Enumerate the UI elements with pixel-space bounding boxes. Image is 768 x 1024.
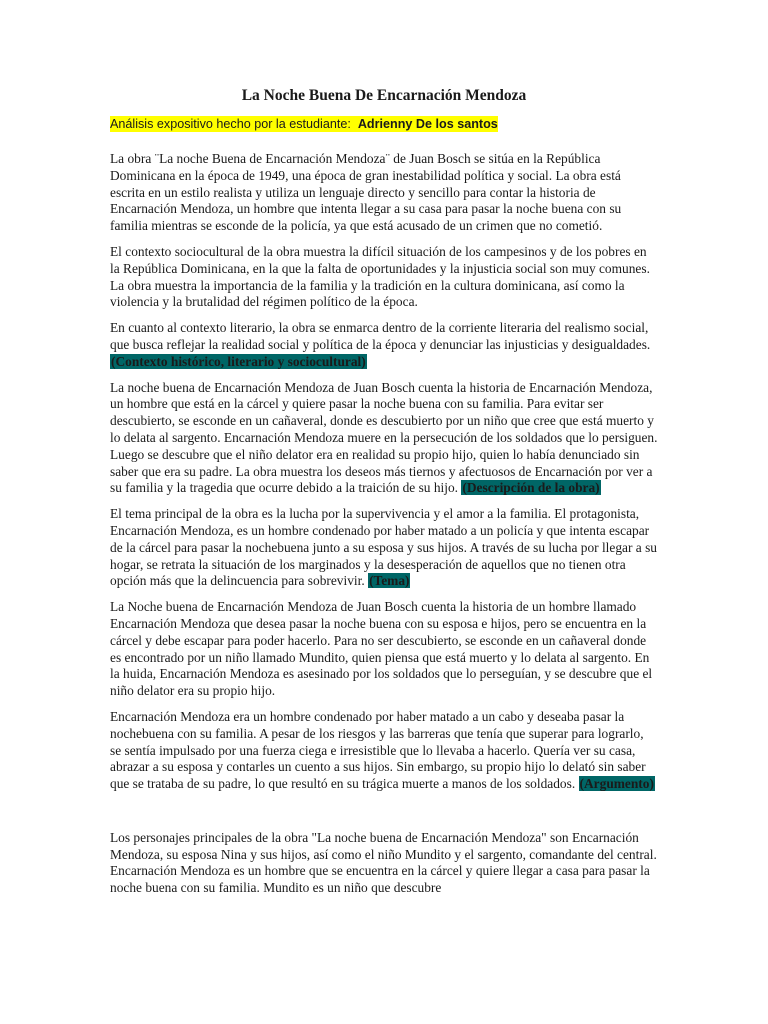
paragraph-literary-context bbox=[110, 320, 658, 370]
section-tag: (Argumento) bbox=[579, 776, 654, 792]
section-tag: (Contexto histórico, literario y sociocultural) bbox=[111, 353, 366, 369]
document-title: La Noche Buena De Encarnación Mendoza bbox=[241, 87, 527, 104]
paragraph-theme bbox=[110, 506, 658, 590]
document-body bbox=[110, 86, 658, 906]
paragraph-setting bbox=[110, 151, 658, 235]
section-tag: (Tema) bbox=[369, 573, 410, 589]
paragraph-text: La obra ¨La noche Buena de Encarnación Mendoza¨ de Juan Bosch se sitúa en la República Dominicana en la época de 1949, una época de gran inestabilidad política y social. La obra está escrita en un estilo realista y utiliza un lenguaje directo y sencillo para contar la historia de Encarnación Mendoza, un hombre que intenta llegar a su casa para pasar la noche buena con su familia mientras se esconde de la policía, ya que está acusado de un crimen que no cometió. bbox=[110, 151, 622, 234]
paragraph-characters bbox=[110, 830, 658, 897]
paragraph-argument bbox=[110, 709, 658, 793]
document-subtitle bbox=[110, 116, 658, 133]
paragraph-text: La Noche buena de Encarnación Mendoza de Juan Bosch cuenta la historia de un hombre llamado Encarnación Mendoza que desea pasar la noche buena con su esposa e hijos, pero se encuentra en la cárcel y debe escapar para poder hacerlo. Para no ser descubierto, se esconde en un cañaveral donde es encontrado por un niño llamado Mundito, quien piensa que está muerto y lo delata al sargento. En la huida, Encarnación Mendoza es asesinado por los soldados que lo perseguían, y se descubre que el niño delator era su propio hijo. bbox=[110, 599, 653, 699]
paragraph-text: Los personajes principales de la obra "La noche buena de Encarnación Mendoza" son Encarnación Mendoza, su esposa Nina y sus hijos, así como el niño Mundito y el sargento, comandante del central. Encarnación Mendoza es un hombre que se encuentra en la cárcel y quiere llegar a casa para pasar la noche buena con su familia. Mundito es un niño que descubre bbox=[110, 829, 657, 896]
paragraph-summary bbox=[110, 599, 658, 700]
subtitle-highlight bbox=[110, 116, 498, 132]
student-name: Adrienny De los santos bbox=[357, 117, 498, 131]
subtitle-prefix: Análisis expositivo hecho por la estudiante: bbox=[110, 117, 351, 131]
blank-line bbox=[110, 802, 658, 830]
paragraph-text: En cuanto al contexto literario, la obra se enmarca dentro de la corriente literaria del realismo social, que busca reflejar la realidad social y política de la época y denunciar las injusticias y desigualdades. bbox=[110, 320, 651, 352]
paragraph-text: Encarnación Mendoza era un hombre condenado por haber matado a un cabo y deseaba pasar la nochebuena con su familia. A pesar de los riesgos y las barreras que tenía que superar para lograrlo, se sentía impulsado por una fuerza ciega e irresistible que lo llevaba a hacerlo. Quería ver su casa, abrazar a su esposa y contarles un cuento a sus hijos. Sin embargo, su propio hijo lo delató sin saber que se trataba de su padre, lo que resultó en su trágica muerte a manos de los soldados. bbox=[110, 708, 646, 792]
section-tag: (Descripción de la obra) bbox=[462, 480, 600, 496]
paragraph-text: El tema principal de la obra es la lucha por la supervivencia y el amor a la familia. El protagonista, Encarnación Mendoza, es un hombre condenado por haber matado a un policía y que intenta escapar de la cárcel para pasar la nochebuena junto a su esposa y sus hijos. A través de su lucha por llegar a su hogar, se retrata la situación de los marginados y la desesperación de aquellos que no tienen otra opción más que la delincuencia para sobrevivir. bbox=[110, 506, 657, 589]
paragraph-text: La noche buena de Encarnación Mendoza de Juan Bosch cuenta la historia de Encarnación Mendoza, un hombre que está en la cárcel y quiere pasar la noche buena con su familia. Para evitar ser descubierto, se esconde en un cañaveral, donde es descubierto por un niño que cree que está muerto y lo delata al sargento. Encarnación Mendoza muere en la persecución de los soldados que lo persiguen. Luego se descubre que el niño delator era en realidad su propio hijo, quien lo había denunciado sin saber que era su padre. La obra muestra los deseos más tiernos y afectuosos de Encarnación por ver a su familia y la tragedia que ocurre debido a la traición de su hijo. bbox=[110, 379, 658, 496]
paragraph-sociocultural bbox=[110, 244, 658, 311]
paragraph-description bbox=[110, 380, 658, 498]
paragraph-text: El contexto sociocultural de la obra muestra la difícil situación de los campesinos y de los pobres en la República Dominicana, en la que la falta de oportunidades y la injusticia social son muy comunes. La obra muestra la importancia de la familia y la tradición en la cultura dominicana, así como la violencia y la brutalidad del régimen político de la época. bbox=[110, 243, 650, 310]
